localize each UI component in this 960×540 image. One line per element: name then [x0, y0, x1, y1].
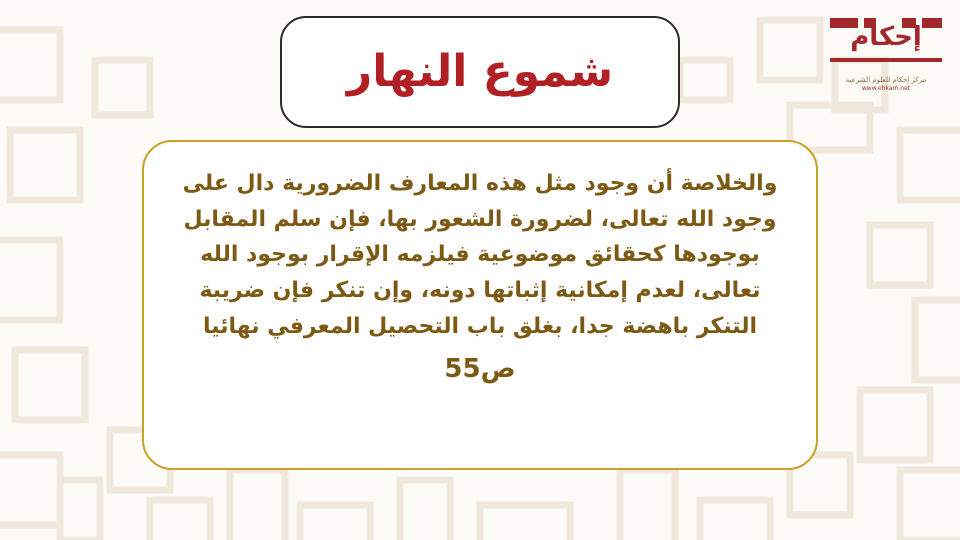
logo-icon — [830, 18, 942, 74]
title-card — [280, 16, 680, 128]
logo — [830, 18, 942, 93]
logo-website: www.ehkam.net — [861, 85, 911, 93]
logo-subtitle: مركز إحكام للعلوم الشرعية — [845, 76, 927, 84]
page-title: شموع النهار — [346, 46, 614, 97]
page-reference: ص55 — [444, 354, 516, 385]
logo-word: إحكام — [850, 22, 922, 52]
content-card — [142, 140, 818, 470]
body-paragraph: والخلاصة أن وجود مثل هذه المعارف الضرورية دال على وجود الله تعالى، لضرورة الشعور بها، فإن سلم المقابل بوجودها كحقائق موضوعية فيلزمه الإقرار بوجود الله تعالى، لعدم إمكانية إثباتها دونه، وإن تنكر فإن ضريبة التنكر باهضة جدا، بغلق باب التحصيل المعرفي نهائيا — [182, 171, 778, 339]
